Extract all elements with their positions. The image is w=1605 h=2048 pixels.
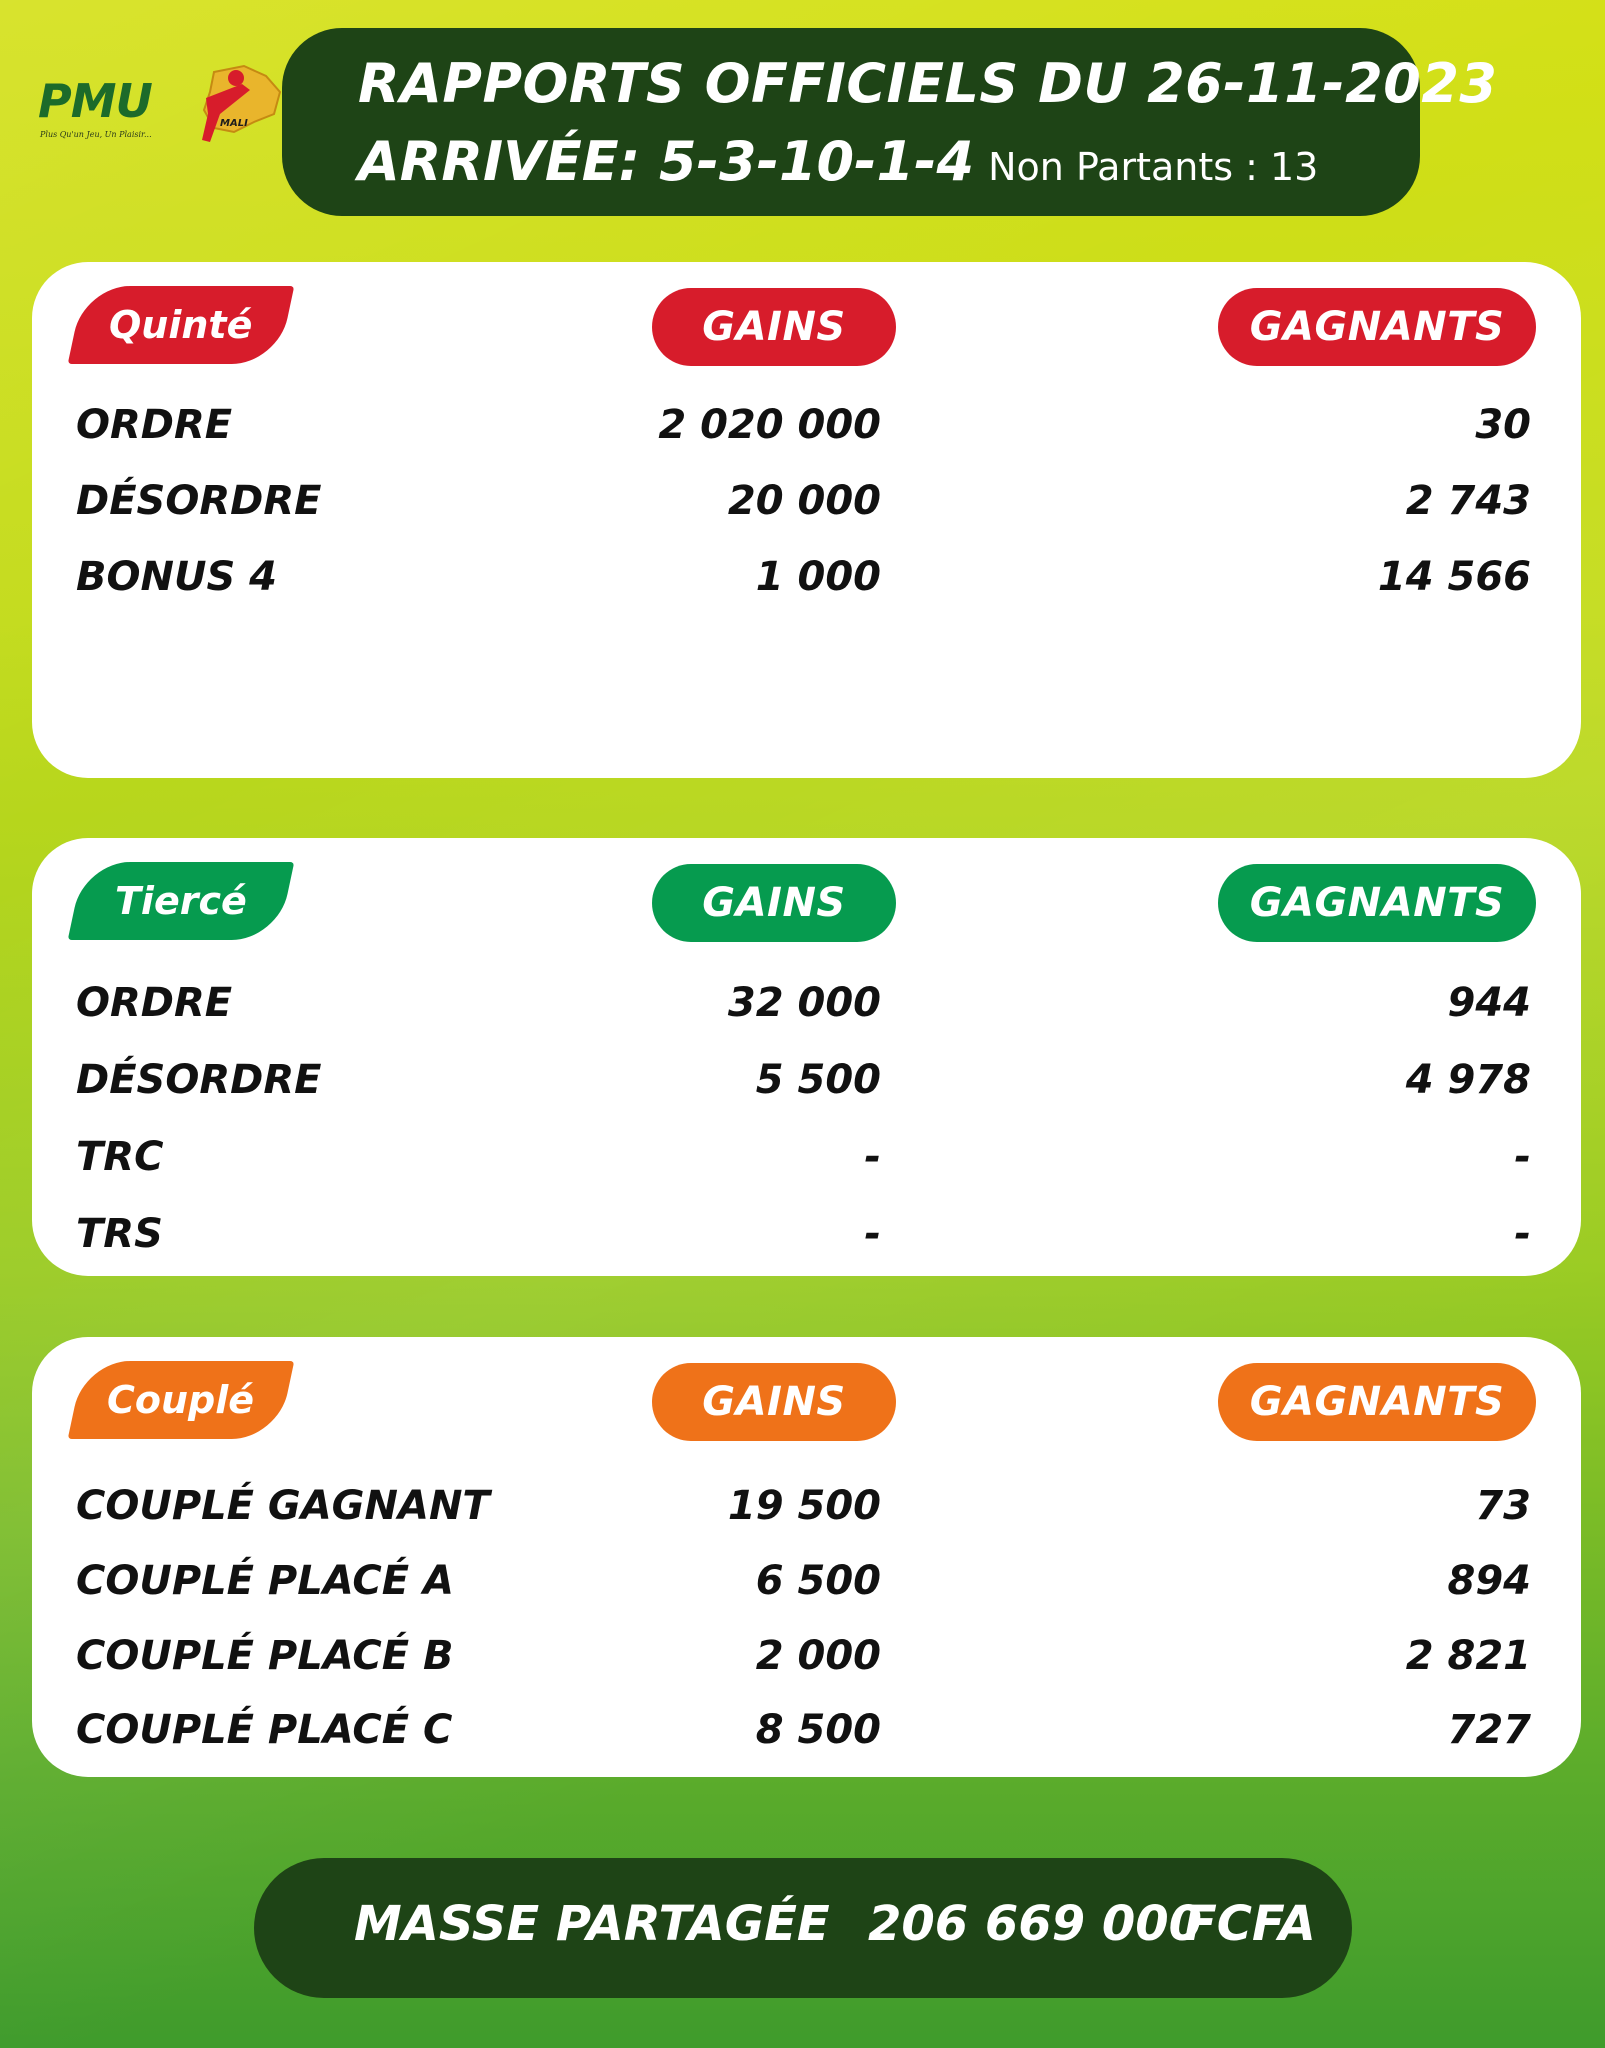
row-label: ORDRE [76, 402, 233, 448]
row-gains: 6 500 [755, 1558, 881, 1604]
row-gains: 32 000 [727, 980, 881, 1026]
row-gagnants: 2 821 [1405, 1633, 1531, 1679]
tierce-title: Tiercé [115, 879, 247, 923]
table-row [32, 1558, 1581, 1618]
quinte-title: Quinté [109, 303, 253, 347]
pmu-mali-logo [34, 56, 264, 166]
row-label: DÉSORDRE [76, 1057, 322, 1103]
row-label: ORDRE [76, 980, 233, 1026]
quinte-gains-header: GAINS [652, 288, 896, 366]
row-gains: 8 500 [755, 1707, 881, 1753]
row-gagnants: - [1514, 1211, 1531, 1257]
couple-gains-header: GAINS [652, 1363, 896, 1441]
row-label: BONUS 4 [76, 554, 278, 600]
mali-map-icon [184, 62, 284, 152]
row-gains: 2 000 [755, 1633, 881, 1679]
row-gagnants: 73 [1475, 1483, 1531, 1529]
row-gagnants: - [1514, 1134, 1531, 1180]
row-label: COUPLÉ PLACÉ C [76, 1707, 453, 1753]
tierce-gains-header: GAINS [652, 864, 896, 942]
non-partants: Non Partants : 13 [988, 145, 1319, 189]
table-row [32, 980, 1581, 1040]
quinte-tag [68, 286, 295, 364]
row-gains: 19 500 [727, 1483, 881, 1529]
couple-gagnants-header: GAGNANTS [1218, 1363, 1536, 1441]
couple-title: Couplé [107, 1378, 255, 1422]
table-row [32, 1057, 1581, 1117]
couple-tag [68, 1361, 295, 1439]
row-gains: 2 020 000 [658, 402, 881, 448]
row-gains: 20 000 [727, 478, 881, 524]
tierce-tag [68, 862, 295, 940]
row-label: COUPLÉ PLACÉ B [76, 1633, 454, 1679]
logo-tagline: Plus Qu'un Jeu, Un Plaisir... [40, 130, 152, 139]
logo-text: PMU [38, 74, 152, 128]
tierce-card [32, 838, 1581, 1276]
couple-card [32, 1337, 1581, 1777]
masse-partagee-label: MASSE PARTAGÉE [354, 1896, 830, 1952]
row-gains: - [864, 1211, 881, 1257]
logo-country: MALI [220, 118, 248, 129]
row-gagnants: 2 743 [1405, 478, 1531, 524]
table-row [32, 1707, 1581, 1767]
row-gagnants: 727 [1447, 1707, 1531, 1753]
row-label: COUPLÉ GAGNANT [76, 1483, 490, 1529]
row-gagnants: 894 [1447, 1558, 1531, 1604]
table-row [32, 402, 1581, 462]
row-gagnants: 944 [1447, 980, 1531, 1026]
row-label: TRS [76, 1211, 163, 1257]
row-label: TRC [76, 1134, 164, 1180]
tierce-gagnants-header: GAGNANTS [1218, 864, 1536, 942]
quinte-gagnants-header: GAGNANTS [1218, 288, 1536, 366]
row-gains: - [864, 1134, 881, 1180]
row-gains: 5 500 [755, 1057, 881, 1103]
currency-label: FCFA [1184, 1896, 1316, 1952]
header-banner [282, 28, 1498, 216]
table-row [32, 554, 1581, 614]
row-label: DÉSORDRE [76, 478, 322, 524]
row-gagnants: 14 566 [1377, 554, 1531, 600]
table-row [32, 1211, 1581, 1271]
report-title: RAPPORTS OFFICIELS DU 26-11-2023 [358, 52, 1498, 115]
row-gains: 1 000 [755, 554, 881, 600]
arrival-line [358, 130, 1318, 193]
arrival-order: ARRIVÉE: 5-3-10-1-4 [358, 130, 975, 193]
table-row [32, 1633, 1581, 1693]
table-row [32, 1134, 1581, 1194]
row-label: COUPLÉ PLACÉ A [76, 1558, 454, 1604]
table-row [32, 478, 1581, 538]
masse-partagee-banner [254, 1858, 1352, 1998]
table-row [32, 1483, 1581, 1543]
row-gagnants: 4 978 [1405, 1057, 1531, 1103]
row-gagnants: 30 [1475, 402, 1531, 448]
quinte-card [32, 262, 1581, 778]
masse-partagee-amount: 206 669 000 [868, 1896, 1203, 1952]
